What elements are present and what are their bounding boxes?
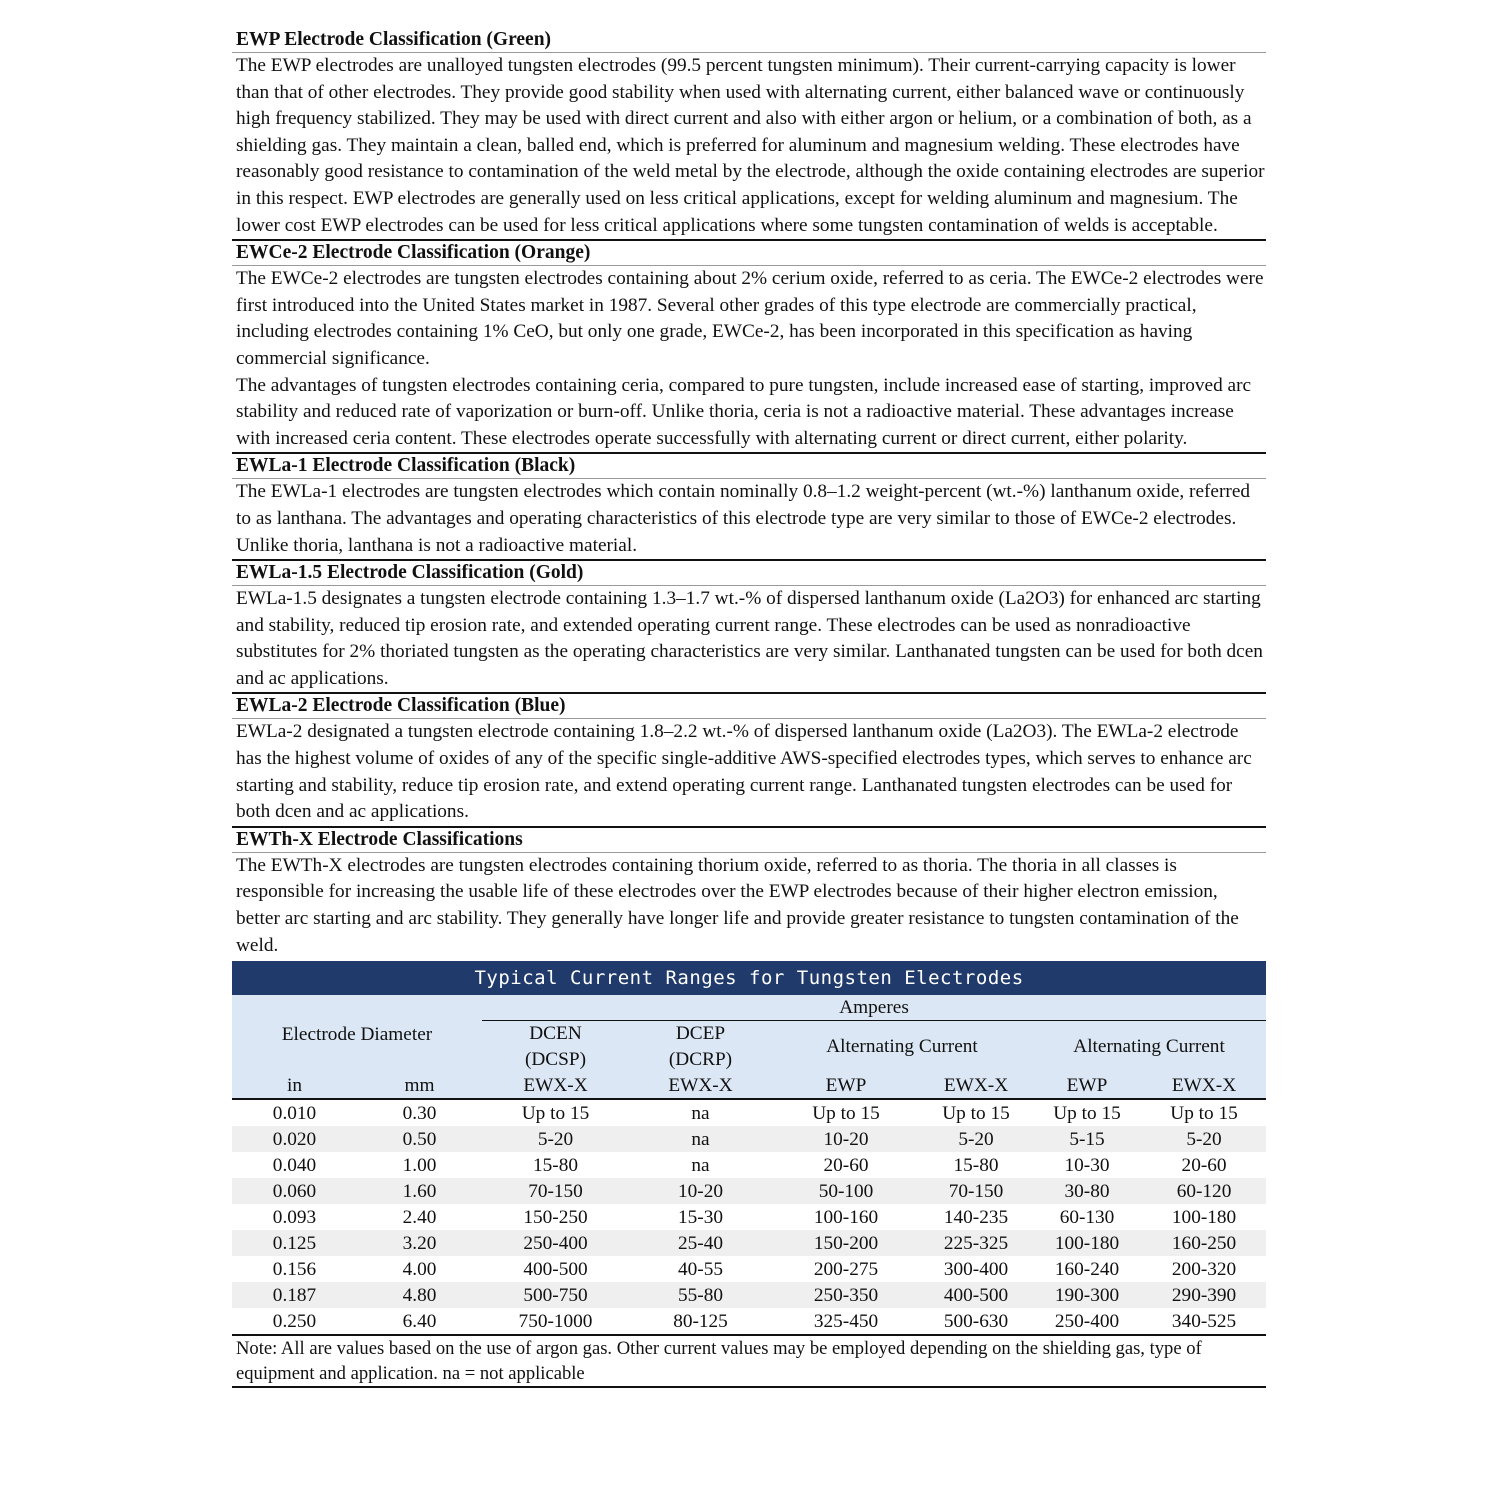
table-cell: 250-400 — [482, 1230, 629, 1256]
section-paragraph: The EWCe-2 electrodes are tungsten electrodes containing about 2% cerium oxide, referred to as ceria. The EWCe-2 electrodes were first introduced into the United States market in 1987. Several other grades of this type electrode are commercially practical, including electrodes containing 1% CeO, but only one grade, EWCe-2, has been incorporated in this specification as having commercial significance. — [236, 268, 1264, 369]
table-cell: 6.40 — [402, 1310, 437, 1332]
table-cell: 250-350 — [772, 1282, 920, 1308]
table-cell: 70-150 — [482, 1178, 629, 1204]
section-title: EWLa-1 Electrode Classification (Black) — [232, 454, 1266, 479]
section-body — [232, 53, 1266, 241]
table-cell: 3.20 — [357, 1230, 482, 1256]
section-body — [232, 266, 1266, 454]
sub-header: mm — [357, 1073, 482, 1099]
table-cell: 5-20 — [1142, 1126, 1266, 1152]
table-cell: 190-300 — [1032, 1282, 1142, 1308]
sub-header: EWX-X — [482, 1073, 629, 1099]
table-cell: 70-150 — [920, 1178, 1032, 1204]
table-cell: 150-200 — [772, 1230, 920, 1256]
table-cell: 160-250 — [1142, 1230, 1266, 1256]
current-ranges-table — [232, 961, 1266, 1388]
table-cell: na — [691, 1102, 710, 1124]
table-row — [232, 1126, 1266, 1152]
section-paragraph: EWLa-1.5 designates a tungsten electrode containing 1.3–1.7 wt.-% of dispersed lanthanum oxide (La2O3) for enhanced arc starting and stability, reduced tip erosion rate, and extended operating current range. These electrodes can be used as nonradioactive substitutes for 2% thoriated tungsten as the operating characteristics are very similar. Lanthanated tungsten can be used for both dcen and ac applications. — [236, 588, 1263, 689]
table-row — [232, 1230, 1266, 1256]
sub-header: EWP — [1032, 1073, 1142, 1099]
table-cell: 80-125 — [673, 1310, 728, 1332]
section-body — [232, 853, 1266, 959]
table-cell: 250-400 — [1054, 1310, 1120, 1332]
table-cell: na — [691, 1154, 710, 1176]
table-cell: 100-180 — [1171, 1206, 1237, 1228]
table-cell: Up to 15 — [812, 1102, 880, 1124]
table-cell: 400-500 — [523, 1258, 588, 1280]
section-body — [232, 719, 1266, 827]
table-cell: 30-80 — [1032, 1178, 1142, 1204]
table-cell: 400-500 — [920, 1282, 1032, 1308]
table-cell: 750-1000 — [518, 1310, 593, 1332]
table-cell: 0.020 — [232, 1126, 357, 1152]
table-cell: 15-80 — [953, 1154, 999, 1176]
table-cell: 100-180 — [1032, 1230, 1142, 1256]
table-cell: 0.30 — [402, 1102, 437, 1124]
table-cell: Up to 15 — [521, 1102, 590, 1124]
table-cell: Up to 15 — [1170, 1102, 1238, 1124]
section-title: EWTh-X Electrode Classifications — [232, 828, 1266, 853]
sub-header: EWX-X — [1142, 1073, 1266, 1099]
section-title: EWP Electrode Classification (Green) — [232, 28, 1266, 53]
sections — [232, 28, 1266, 959]
table-cell: 55-80 — [629, 1282, 772, 1308]
table-row — [232, 1204, 1266, 1230]
table-row — [232, 1308, 1266, 1335]
table-cell: 5-15 — [1032, 1126, 1142, 1152]
table-cell: 5-20 — [920, 1126, 1032, 1152]
table-cell: 0.093 — [272, 1206, 317, 1228]
section-title: EWLa-1.5 Electrode Classification (Gold) — [232, 561, 1266, 586]
table-cell: 50-100 — [772, 1178, 920, 1204]
table-cell: 225-325 — [920, 1230, 1032, 1256]
section-paragraph: The advantages of tungsten electrodes containing ceria, compared to pure tungsten, include increased ease of starting, improved arc stability and reduced rate of vaporization or burn-off. Unlike thoria, ceria is not a radioactive material. These advantages increase with increased ceria content. These electrodes operate successfully with alternating current or direct current, either polarity. — [236, 374, 1252, 449]
group-header: Alternating Current — [1032, 1021, 1266, 1074]
table-cell: 0.156 — [272, 1258, 317, 1280]
section-body — [232, 586, 1266, 694]
table-cell: 0.187 — [232, 1282, 357, 1308]
table-note: Note: All are values based on the use of argon gas. Other current values may be employed depending on the shielding gas, type of equipment and application. na = not applicable — [232, 1335, 1266, 1387]
section-title: EWCe-2 Electrode Classification (Orange) — [232, 241, 1266, 266]
table-row — [232, 1152, 1266, 1178]
table-row — [232, 1178, 1266, 1204]
table-cell: 0.50 — [357, 1126, 482, 1152]
group-header: Alternating Current — [772, 1021, 1032, 1074]
table-cell: 0.250 — [272, 1310, 317, 1332]
amperes-header: Amperes — [482, 995, 1266, 1021]
group-header: DCEN (DCSP) — [482, 1021, 629, 1074]
table-cell: 10-20 — [629, 1178, 772, 1204]
table-cell: 2.40 — [402, 1206, 437, 1228]
document — [232, 28, 1266, 1388]
table-cell: 10-30 — [1064, 1154, 1110, 1176]
table-cell: 140-235 — [943, 1206, 1009, 1228]
table-cell: 40-55 — [678, 1258, 723, 1280]
table-cell: 1.60 — [357, 1178, 482, 1204]
table-cell: 4.80 — [357, 1282, 482, 1308]
sub-header: in — [232, 1073, 357, 1099]
section-paragraph: The EWLa-1 electrodes are tungsten electrodes which contain nominally 0.8–1.2 weight-percent (wt.-%) lanthanum oxide, referred to as lanthana. The advantages and operating characteristics of this electrode type are very similar to those of EWCe-2 electrodes. Unlike thoria, lanthana is not a radioactive material. — [236, 481, 1251, 556]
table-cell: 10-20 — [772, 1126, 920, 1152]
table-cell: 500-750 — [482, 1282, 629, 1308]
table-cell: Up to 15 — [942, 1102, 1010, 1124]
table-cell: 20-60 — [823, 1154, 869, 1176]
group-header: DCEP (DCRP) — [629, 1021, 772, 1074]
table-cell: 25-40 — [629, 1230, 772, 1256]
table-cell: 15-30 — [678, 1206, 723, 1228]
table-cell: 0.125 — [232, 1230, 357, 1256]
table-cell: 290-390 — [1142, 1282, 1266, 1308]
section-body — [232, 479, 1266, 561]
table-cell: 150-250 — [523, 1206, 588, 1228]
table-cell: 200-275 — [813, 1258, 879, 1280]
table-row — [232, 1282, 1266, 1308]
table-row — [232, 1256, 1266, 1282]
table-cell: 100-160 — [813, 1206, 879, 1228]
table-cell: 5-20 — [482, 1126, 629, 1152]
section-paragraph: EWLa-2 designated a tungsten electrode containing 1.8–2.2 wt.-% of dispersed lanthanum oxide (La2O3). The EWLa-2 electrode has the highest volume of oxides of any of the specific single-additive AWS-specified electrodes types, which serves to enhance arc starting and stability, reduce tip erosion rate, and extend operating current range. Lanthanated tungsten electrodes can be used for both dcen and ac applications. — [236, 721, 1252, 823]
table-title: Typical Current Ranges for Tungsten Electrodes — [232, 961, 1266, 995]
table-cell: 200-320 — [1171, 1258, 1237, 1280]
section-title: EWLa-2 Electrode Classification (Blue) — [232, 694, 1266, 719]
table-cell: na — [629, 1126, 772, 1152]
table-cell: 0.010 — [272, 1102, 317, 1124]
table-cell: 325-450 — [813, 1310, 879, 1332]
table-cell: 340-525 — [1171, 1310, 1237, 1332]
diameter-header: Electrode Diameter — [232, 995, 482, 1073]
table-row — [232, 1099, 1266, 1126]
table-cell: 0.060 — [232, 1178, 357, 1204]
table-cell: 4.00 — [402, 1258, 437, 1280]
table-cell: 0.040 — [272, 1154, 317, 1176]
table-cell: 300-400 — [943, 1258, 1009, 1280]
table-cell: 500-630 — [943, 1310, 1009, 1332]
sub-header: EWX-X — [920, 1073, 1032, 1099]
table-cell: 160-240 — [1054, 1258, 1120, 1280]
table-cell: 60-120 — [1142, 1178, 1266, 1204]
table-cell: 20-60 — [1181, 1154, 1227, 1176]
table-cell: 60-130 — [1059, 1206, 1115, 1228]
table-cell: Up to 15 — [1053, 1102, 1121, 1124]
table-cell: 15-80 — [533, 1154, 578, 1176]
table-cell: 1.00 — [402, 1154, 437, 1176]
section-paragraph: The EWTh-X electrodes are tungsten electrodes containing thorium oxide, referred to as thoria. The thoria in all classes is responsible for increasing the usable life of these electrodes over the EWP electrodes because of their higher electron emission, better arc starting and arc stability. They generally have longer life and provide greater resistance to tungsten contamination of the weld. — [236, 854, 1239, 956]
sub-header: EWX-X — [629, 1073, 772, 1099]
sub-header: EWP — [772, 1073, 920, 1099]
section-paragraph: The EWP electrodes are unalloyed tungsten electrodes (99.5 percent tungsten minimum). Their current-carrying capacity is lower than that of other electrodes. They provide good stability when used with alternating current, either balanced wave or continuously high frequency stabilized. They may be used with direct current and also with either argon or helium, or a combination of both, as a shielding gas. They maintain a clean, balled end, which is preferred for aluminum and magnesium welding. These electrodes have reasonably good resistance to contamination of the weld metal by the electrode, although the oxide containing electrodes are superior in this respect. EWP electrodes are generally used on less critical applications, except for welding aluminum and magnesium. The lower cost EWP electrodes can be used for less critical applications where some tungsten contamination of welds is acceptable. — [236, 55, 1265, 236]
